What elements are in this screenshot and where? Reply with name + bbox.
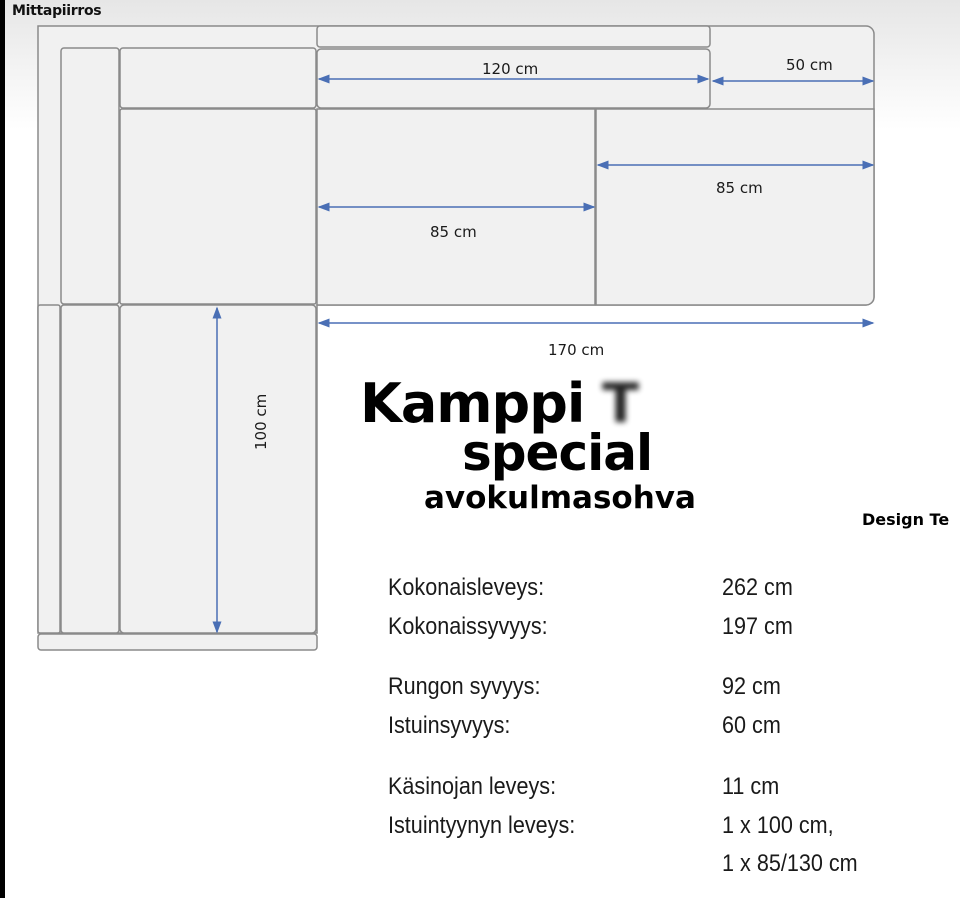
product-name-line2: special [462,424,653,482]
spec-value: 60 cm [722,712,781,739]
dim-right-seat: 85 cm [716,179,763,197]
top-back-cushion-2 [317,26,710,47]
left-back-cushion-top [61,48,119,304]
spec-value: 11 cm [722,773,780,800]
dim-top-cushion: 120 cm [482,60,539,78]
dim-left-seat-depth: 100 cm [252,393,270,450]
spec-value: 197 cm [722,613,793,640]
spec-label: Kokonaissyvyys: [388,613,548,640]
left-seat [120,305,316,633]
spec-value: 1 x 85/130 cm [722,850,858,877]
dim-corner-extension: 50 cm [786,56,833,74]
spec-label: Istuinsyvyys: [388,712,511,739]
corner-seat [120,109,316,304]
product-name-text: Kamppi [360,372,603,435]
right-seat [596,109,874,305]
front-arm [38,634,317,650]
spec-label: Kokonaisleveys: [388,574,545,601]
design-label: Design Te [862,510,950,529]
spec-label: Istuintyynyn leveys: [388,812,576,839]
left-arm [38,305,60,633]
page-title: Mittapiirros [12,3,102,19]
spec-value: 92 cm [722,673,781,700]
spec-label: Rungon syvyys: [388,673,541,700]
top-back-cushion-1 [120,48,316,108]
spec-label: Käsinojan leveys: [388,773,557,800]
product-type: avokulmasohva [424,480,696,516]
dim-chaise-width: 170 cm [548,341,605,359]
spec-value: 262 cm [722,574,793,601]
spec-value: 1 x 100 cm, [722,812,834,839]
left-back-cushion-bottom [61,305,119,633]
product-name-blurred: T [602,372,639,435]
dim-middle-seat: 85 cm [430,223,477,241]
